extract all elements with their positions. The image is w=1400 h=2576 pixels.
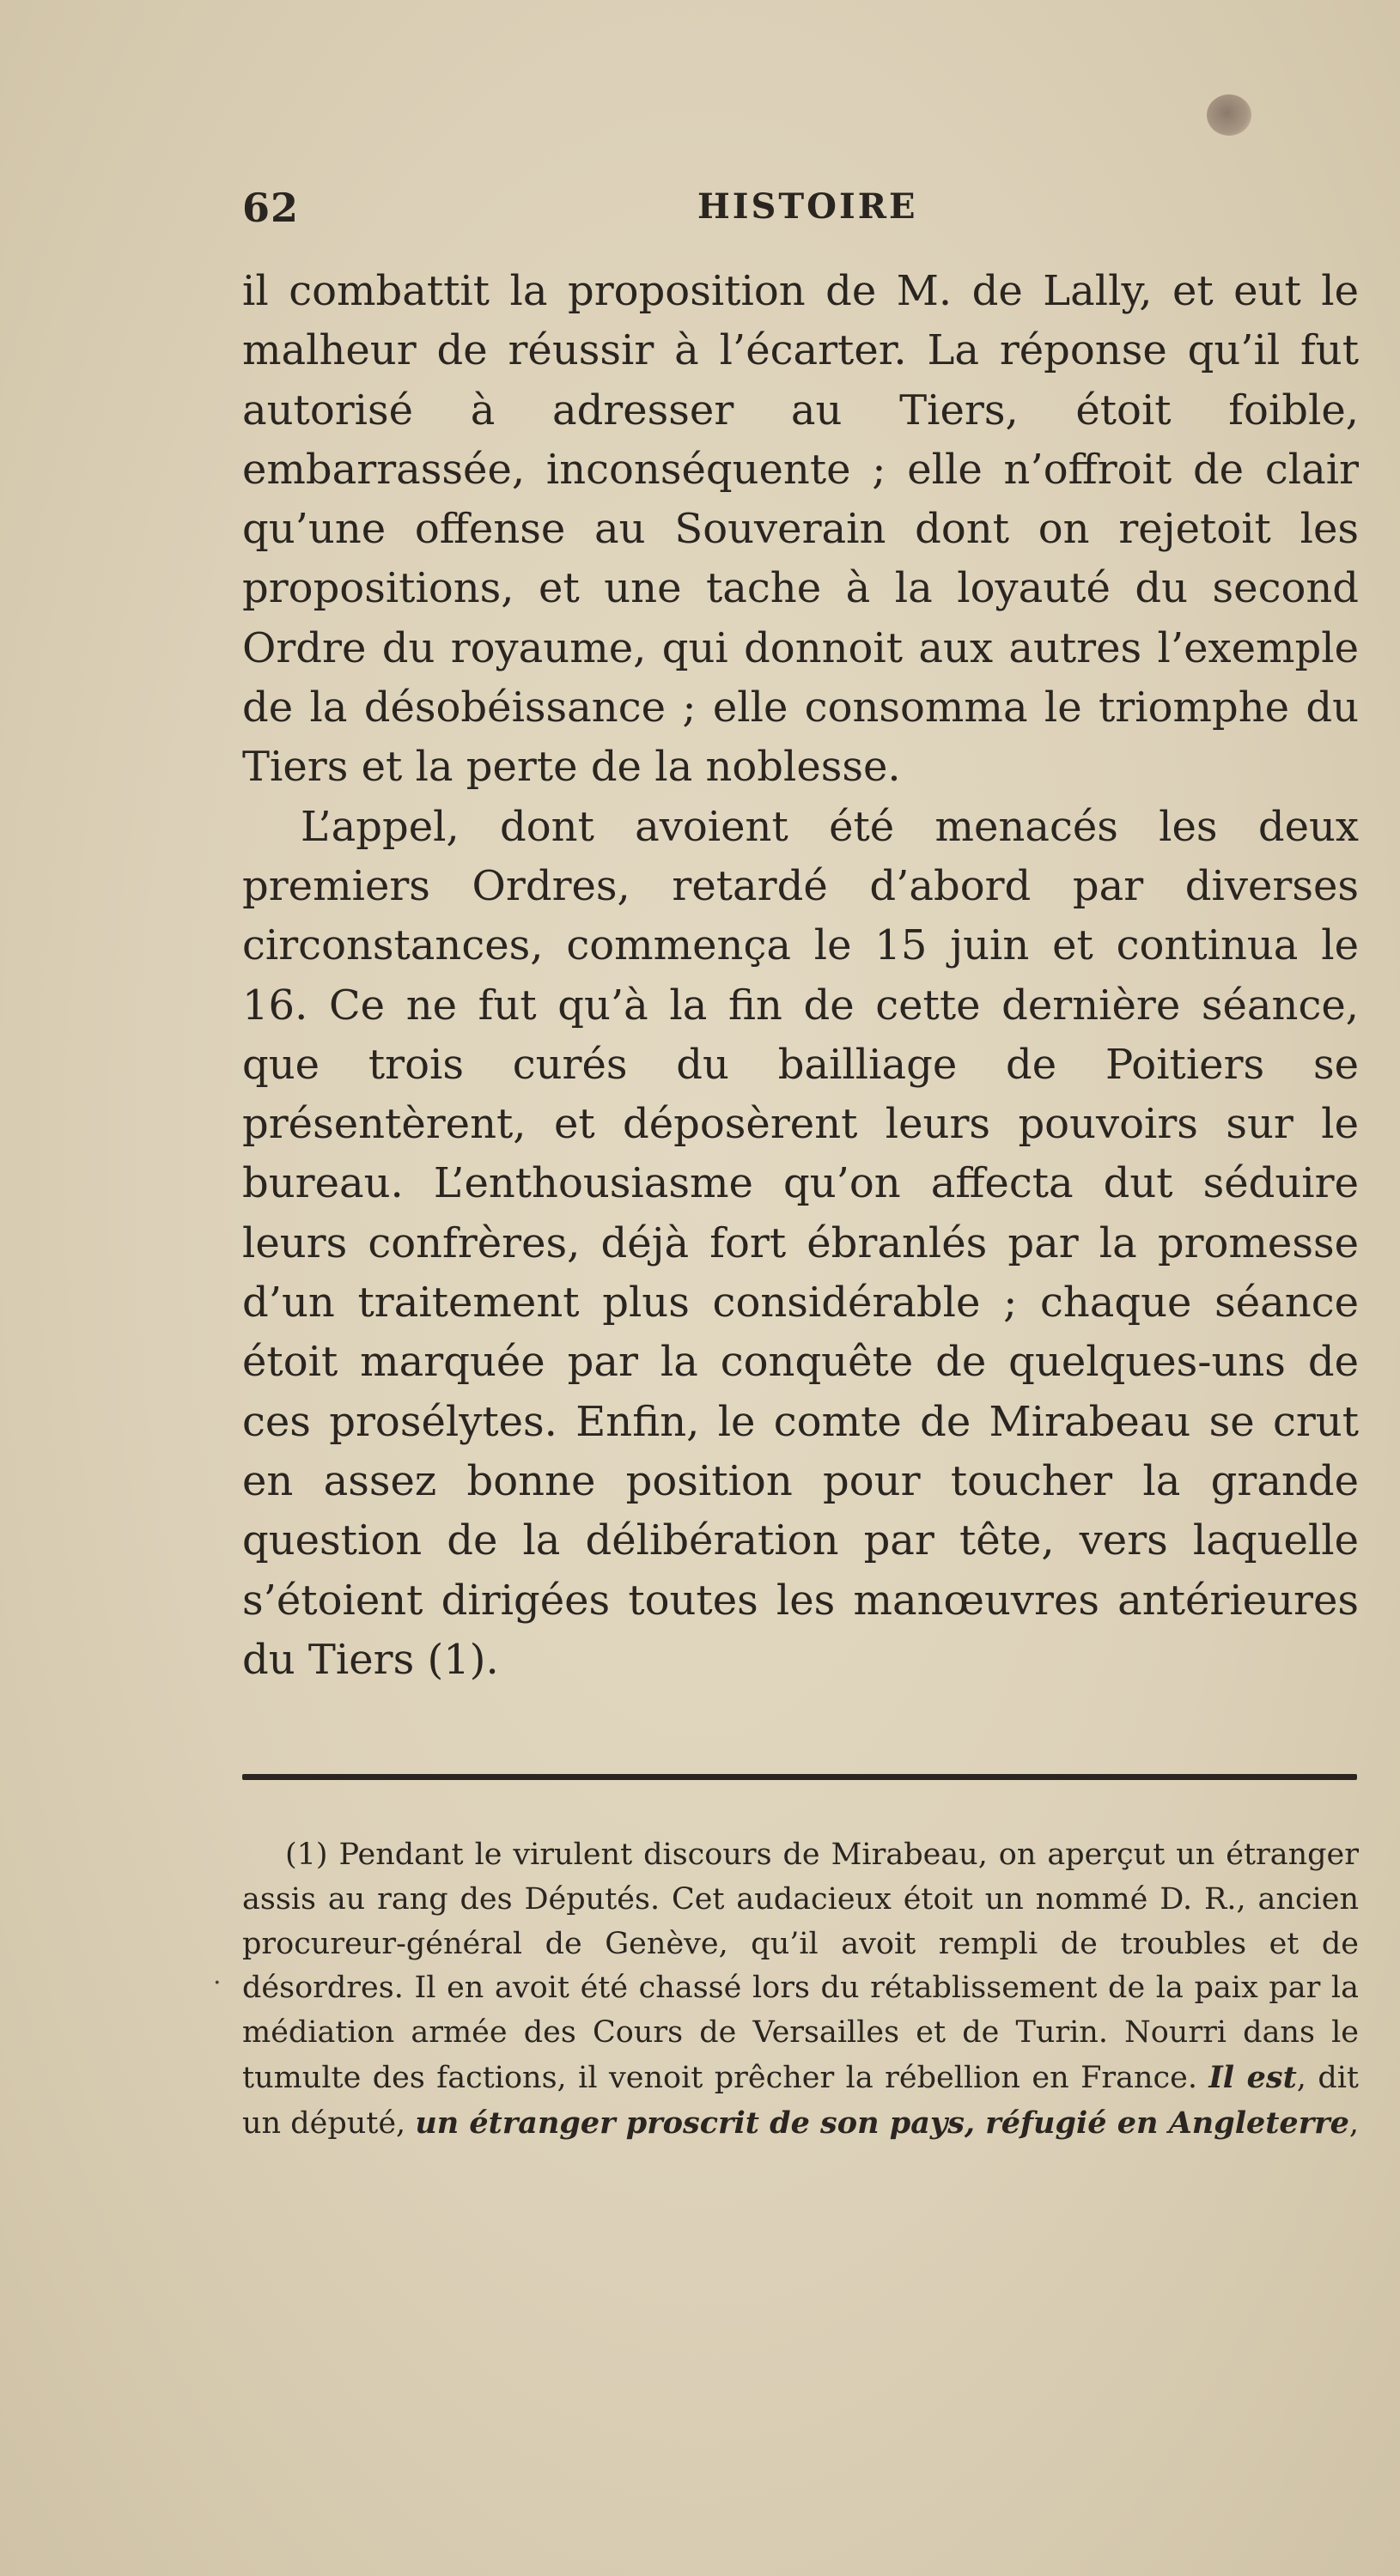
footnote-italic-2: un étranger proscrit de son pays, réfugié en Angleterre — [415, 2105, 1349, 2141]
footnote — [242, 1833, 1359, 2147]
footnote-text — [242, 1833, 1359, 2147]
footnote-text-2: , dit un député, — [242, 2060, 1359, 2141]
main-text — [242, 262, 1359, 1690]
margin-mark: . — [213, 1960, 222, 1990]
footnote-text-3: , — [1348, 2105, 1359, 2141]
footnote-text-1: (1) Pendant le virulent discours de Mirabeau, on aperçut un étranger assis au rang des Députés. Cet audacieux étoit un nommé D. R., ancien procureur-général de Genève, qu’il avoit rempli de troubles et de désordres. Il en avoit été chassé lors du rétablissement de la paix par la médiation armée des Cours de Versailles et de Turin. Nourri dans le tumulte des factions, il venoit prêcher la rébellion en France. — [242, 1838, 1359, 2095]
footnote-italic-1: Il est — [1208, 2059, 1297, 2095]
footnote-rule — [242, 1774, 1357, 1780]
ink-blot — [1207, 94, 1251, 136]
page-number: 62 — [242, 185, 300, 231]
paragraph-1: il combattit la proposition de M. de Lally, et eut le malheur de réussir à l’écarter. La réponse qu’il fut autorisé à adresser au Tiers, étoit foible, embarrassée, inconséquente ; elle n’offroit de clair qu’une offense au Souverain dont on rejetoit les propositions, et une tache à la loyauté du second Ordre du royaume, qui donnoit aux autres l’exemple de la désobéissance ; elle consomma le triomphe du Tiers et la perte de la noblesse. — [242, 267, 1359, 792]
paragraph-2: L’appel, dont avoient été menacés les deux premiers Ordres, retardé d’abord par diverses circonstances, commença le 15 juin et continua le 16. Ce ne fut qu’à la fin de cette dernière séance, que trois curés du bailliage de Poitiers se présentèrent, et déposèrent leurs pouvoirs sur le bureau. L’enthousiasme qu’on affecta dut séduire leurs confrères, déjà fort ébranlés par la promesse d’un traitement plus considérable ; chaque séance étoit marquée par la conquête de quelques-uns de ces prosélytes. Enfin, le comte de Mirabeau se crut en assez bonne position pour toucher la grande question de la délibération par tête, vers laquelle s’étoient dirigées toutes les manœuvres antérieures du Tiers (1). — [242, 802, 1359, 1684]
running-title: HISTOIRE — [697, 186, 918, 227]
page-header — [242, 185, 1359, 236]
